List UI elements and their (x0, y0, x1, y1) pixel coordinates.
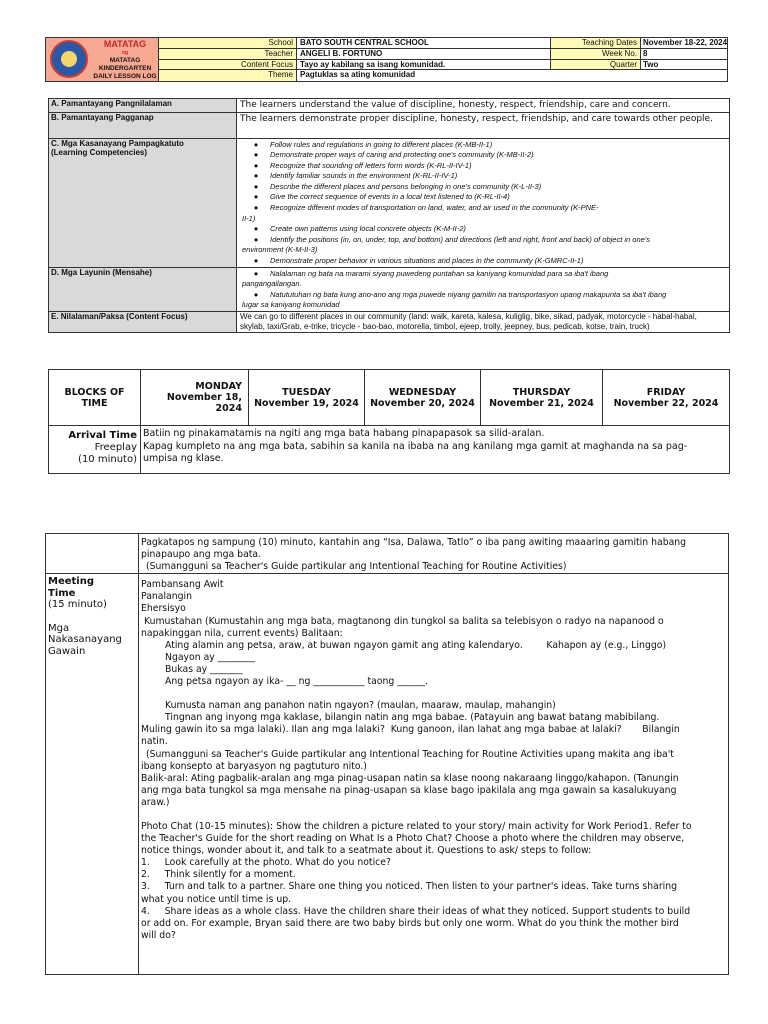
day-header-tuesday: TUESDAY November 19, 2024 (249, 370, 365, 426)
day-header-monday: MONDAY November 18, 2024 (141, 370, 249, 426)
objectives-label: D. Mga Layunin (Mensahe) (49, 267, 237, 311)
teacher-label: Teacher (159, 49, 297, 59)
competency-item: ● Give the correct sequence of events in a local text listened to (K-RL-II-4) (240, 192, 726, 203)
arrival-time-content: Batiin ng pinakamatamis na ngiti ang mga bata habang pinapapasok sa silid-aralan. Kapag kumpleto na ang mga bata, sabihin sa kanila na ibaba na ang kanilang mga gamit at maghanda na sa pag- umpisa ng klase. (141, 426, 730, 474)
brand-line3: DAILY LESSON LOG (93, 73, 157, 80)
balik-aral-text: Balik-aral: Ating pagbalik-aralan ang mga pinag-usapan natin sa klase noong nakaraang linggo/kahapon. (Tanungin (141, 772, 679, 784)
week-value: 8 (643, 48, 648, 58)
competency-item: ● Recognize that sounding off letters form words (K-RL-II-IV-1) (240, 161, 726, 172)
quarter-value: Two (643, 59, 659, 69)
school-value: BATO SOUTH CENTRAL SCHOOL (297, 38, 551, 48)
theme-value: Pagtuklas sa ating komunidad (300, 70, 416, 80)
standard-row-a (49, 99, 730, 113)
standard-row-e (49, 312, 730, 333)
competency-item: ● Recognize different modes of transportation on land, water, and air used in the community (K-PNE- (240, 203, 726, 214)
header-row-school (159, 38, 727, 49)
logo-block (46, 38, 159, 81)
photo-chat-step: 3. Turn and talk to a partner. Share one thing you noticed. Then listen to your partner's ideas. Take turns sharing (141, 881, 678, 893)
competencies-label (49, 138, 237, 267)
kumustahan-text: Kumustahan (Kumustahin ang mga bata, magtanong din tungkol sa balita sa telebisyon o radyo na napanood o (141, 615, 664, 627)
routine-item: Ehersisyo (141, 603, 186, 615)
photo-chat-step: 4. Share ideas as a whole class. Have the children share their ideas of what they noticed. Support students to build (141, 905, 691, 917)
routine-item: Pambansang Awit (141, 579, 224, 591)
meeting-intro-row (46, 534, 729, 574)
bullet-icon: ● (253, 224, 259, 234)
meeting-time-row (46, 574, 729, 975)
competencies-label-line1: C. Mga Kasanayang Pampagkatuto (51, 138, 184, 148)
teacher-value: ANGELI B. FORTUNO (297, 49, 551, 59)
competency-item: ● Describe the different places and persons belonging in one's community (K-L-II-3) (240, 182, 726, 193)
bullet-icon: ● (253, 139, 259, 149)
content-focus-line2: skylab, taxi/Grab, e-trike, tricycle - bao-bao, motorella, timbol, ejeep, trolly, jeepney, bus, pedicab, kotse, train, truck) (240, 322, 650, 331)
standard-row-d (49, 267, 730, 311)
content-focus-topic-label: E. Nilalaman/Paksa (Content Focus) (49, 312, 237, 333)
content-focus-topic-value (237, 312, 730, 333)
competency-item: ● Demonstrate proper ways of caring and protecting one's community (K-MB-II-2) (240, 150, 726, 161)
schedule-header-row (49, 370, 730, 426)
objective-item-cont: pangangailangan. (242, 279, 302, 289)
calendar-line: Ngayon ay ________ (165, 651, 255, 663)
calendar-line: Ang petsa ngayon ay ika- __ ng ___________ taong ______. (165, 676, 429, 688)
bullet-icon: ● (253, 192, 259, 202)
competencies-list (237, 138, 730, 267)
bullet-icon: ● (253, 150, 259, 160)
content-focus-label: Content Focus (159, 60, 297, 70)
competency-item: ● Identify the positions (in, on, under, top, and bottom) and directions (left and right, front and back) of object in one's (240, 235, 726, 246)
bullet-icon: ● (253, 181, 259, 191)
theme-label: Theme (159, 70, 297, 81)
day-header-friday: FRIDAY November 22, 2024 (603, 370, 730, 426)
performance-standard-value: The learners demonstrate proper discipline, honesty, respect, friendship, and care towards other people. (237, 112, 730, 138)
standard-row-b (49, 112, 730, 138)
teaching-dates-label: Teaching Dates (551, 38, 641, 48)
meeting-time-table (45, 533, 729, 975)
brand-text (92, 39, 158, 81)
bullet-icon: ● (253, 160, 259, 170)
deped-seal-icon (50, 40, 88, 78)
header-row-content-focus (159, 60, 727, 71)
photo-chat-step: 1. Look carefully at the photo. What do you notice? (141, 857, 391, 869)
photo-chat-text: Photo Chat (10-15 minutes): Show the children a picture related to your story/ main activity for Work Period1. Refer to (141, 820, 692, 832)
objectives-list (237, 267, 730, 311)
competency-item: ● Identify familiar sounds in the environment (K-RL-II-IV-1) (240, 171, 726, 182)
objective-item: ● Natututuhan ng bata kung ano-ano ang mga puwede niyang gamitin na transportasyon upang makapunta sa iba't ibang (240, 290, 726, 301)
calendar-line: Bukas ay _______ (165, 663, 243, 675)
competency-item: ● Follow rules and regulations in going to different places (K-MB-II-1) (240, 140, 726, 151)
meeting-intro-content: Pagkatapos ng sampung (10) minuto, kantahin ang “Isa, Dalawa, Tatlo” o iba pang awiting maaaring gamitin habang pinapaupo ang mga bata. (Sumangguni sa Teacher's Guide partikular ang Intentional Teaching for Routine Activities) (139, 534, 729, 574)
bullet-icon: ● (253, 234, 259, 244)
week-label: Week No. (551, 49, 641, 59)
content-standard-label: A. Pamantayang Pangnilalaman (49, 99, 237, 113)
weather-question: Kumusta naman ang panahon natin ngayon? (maulan, maaraw, maulap, mahangin) (165, 700, 556, 712)
arrival-time-row (49, 426, 730, 474)
header-row-theme (159, 70, 727, 81)
competencies-label-line2: (Learning Competencies) (51, 147, 148, 157)
routine-item: Panalangin (141, 591, 193, 603)
counting-text: Tingnan ang inyong mga kaklase, bilangin natin ang mga babae. (Patayuin ang bawat batang mabibilang. (165, 712, 660, 724)
day-header-thursday: THURSDAY November 21, 2024 (481, 370, 603, 426)
competency-item-cont: environment (K-M-II-3) (242, 245, 318, 255)
schedule-table (48, 369, 730, 474)
objective-item-cont: lugar sa kaniyang komunidad (242, 300, 340, 310)
bullet-icon: ● (253, 203, 259, 213)
bullet-icon: ● (253, 289, 259, 299)
bullet-icon: ● (253, 256, 259, 266)
brand-line1: MATATAG (109, 57, 141, 64)
meeting-time-label: Meeting Time (15 minuto) Mga Nakasanayang Gawain (46, 574, 139, 975)
content-focus-line1: We can go to different places in our community (land: walk, kareta, kalesa, kuliglig, bike, sikad, padyak, motorcycle - habal-habal, (240, 312, 697, 321)
content-focus-value: Tayo ay kabilang sa isang komunidad. (297, 60, 551, 70)
bullet-icon: ● (253, 171, 259, 181)
header-row-teacher (159, 49, 727, 60)
brand-line2: KINDERGARTEN (98, 65, 152, 72)
school-label: School (159, 38, 297, 48)
standards-table (48, 98, 730, 333)
day-header-wednesday: WEDNESDAY November 20, 2024 (365, 370, 481, 426)
competency-item: ● Create own patterns using local concrete objects (K-M-II-2) (240, 224, 726, 235)
objective-item: ● Nalalaman ng bata na marami siyang puwedeng puntahan sa kaniyang komunidad para sa iba't ibang (240, 269, 726, 280)
competency-item: ● Demonstrate proper behavior in various situations and places in the community (K-GMRC-II-1) (240, 256, 726, 267)
meeting-time-content: Pambansang Awit Panalangin Ehersisyo Kumustahan (Kumustahin ang mga bata, magtanong din tungkol sa balita sa telebisyon o radyo na napanood o napakinggan nila, current events) Balitaan: Ating alamin ang petsa, araw, at buwan ngayon gamit ang ating kalendaryo. Kahapon ay (e.g., Linggo) Ngayon ay ________ Bukas ay _______ Ang petsa ngayon ay ika- __ ng ___________ taong ______. Kumusta naman ang panahon natin ngayon? (maulan, maaraw, maulap, mahangin) Tingnan ang inyong mga kaklase, bilangin natin ang mga babae. (Patayuin ang bawat batang mabibilang. Muling gawin ito sa mga lalaki). Ilan ang mga lalaki? Kung ganoon, ilan lahat ang mga babae at lalaki? Bilangin natin. (Sumangguni sa Teacher's Guide partikular ang Intentional Teaching for Routine Activities upang makita ang iba't ibang konsepto at baryasyon ng pagtuturo nito.) Balik-aral: Ating pagbalik-aralan ang mga pinag-usapan natin sa klase noong nakaraang linggo/kahapon. (Tanungin ang mga bata tungkol sa mga mensahe na pinag-usapan sa klase bago ipakilala ang mga gawain sa kasalukuyang araw.) Photo Chat (10-15 minutes): Show the children a picture related to your story/ main activity for Work Period1. Refer to the Teacher's Guide for the short reading on What Is a Photo Chat? Choose a photo where the children may observe, notice things, wonder about it, and talk to a seatmate about it. Questions to ask/ steps to follow: 1. Look carefully at the photo. What do you notice? 2. Think silently for a moment. 3. Turn and talk to a partner. Share one thing you noticed. Then listen to your partner's ideas. Take turns sharing what you notice until time is up. 4. Share ideas as a whole class. Have the children share their ideas of what they noticed. Support students to build or add on. For example, Bryan said there are two baby birds but only one worm. What do you think the mother bird will do? (139, 574, 729, 975)
competency-item-cont: II-1) (242, 213, 256, 223)
brand-name: MATATAG (103, 39, 147, 49)
performance-standard-label: B. Pamantayang Pagganap (49, 112, 237, 138)
standard-row-c (49, 138, 730, 267)
blocks-of-time-header: BLOCKS OF TIME (49, 370, 141, 426)
quarter-label: Quarter (551, 60, 641, 70)
reference-note: (Sumangguni sa Teacher's Guide partikular ang Intentional Teaching for Routine Activities upang makita ang iba't (146, 748, 674, 760)
arrival-time-label: Arrival Time Freeplay (10 minuto) (49, 426, 141, 474)
brand-tagline: ng (121, 50, 129, 56)
dll-header (45, 37, 728, 82)
bullet-icon: ● (253, 268, 259, 278)
calendar-line: Ating alamin ang petsa, araw, at buwan ngayon gamit ang ating kalendaryo. Kahapon ay (e.g., Linggo) (165, 639, 667, 651)
photo-chat-step: 2. Think silently for a moment. (141, 869, 296, 881)
content-standard-value: The learners understand the value of discipline, honesty, respect, friendship, care and concern. (237, 99, 730, 113)
meeting-intro-label-cell (46, 534, 139, 574)
teaching-dates-value: November 18-22, 2024 (643, 38, 728, 47)
